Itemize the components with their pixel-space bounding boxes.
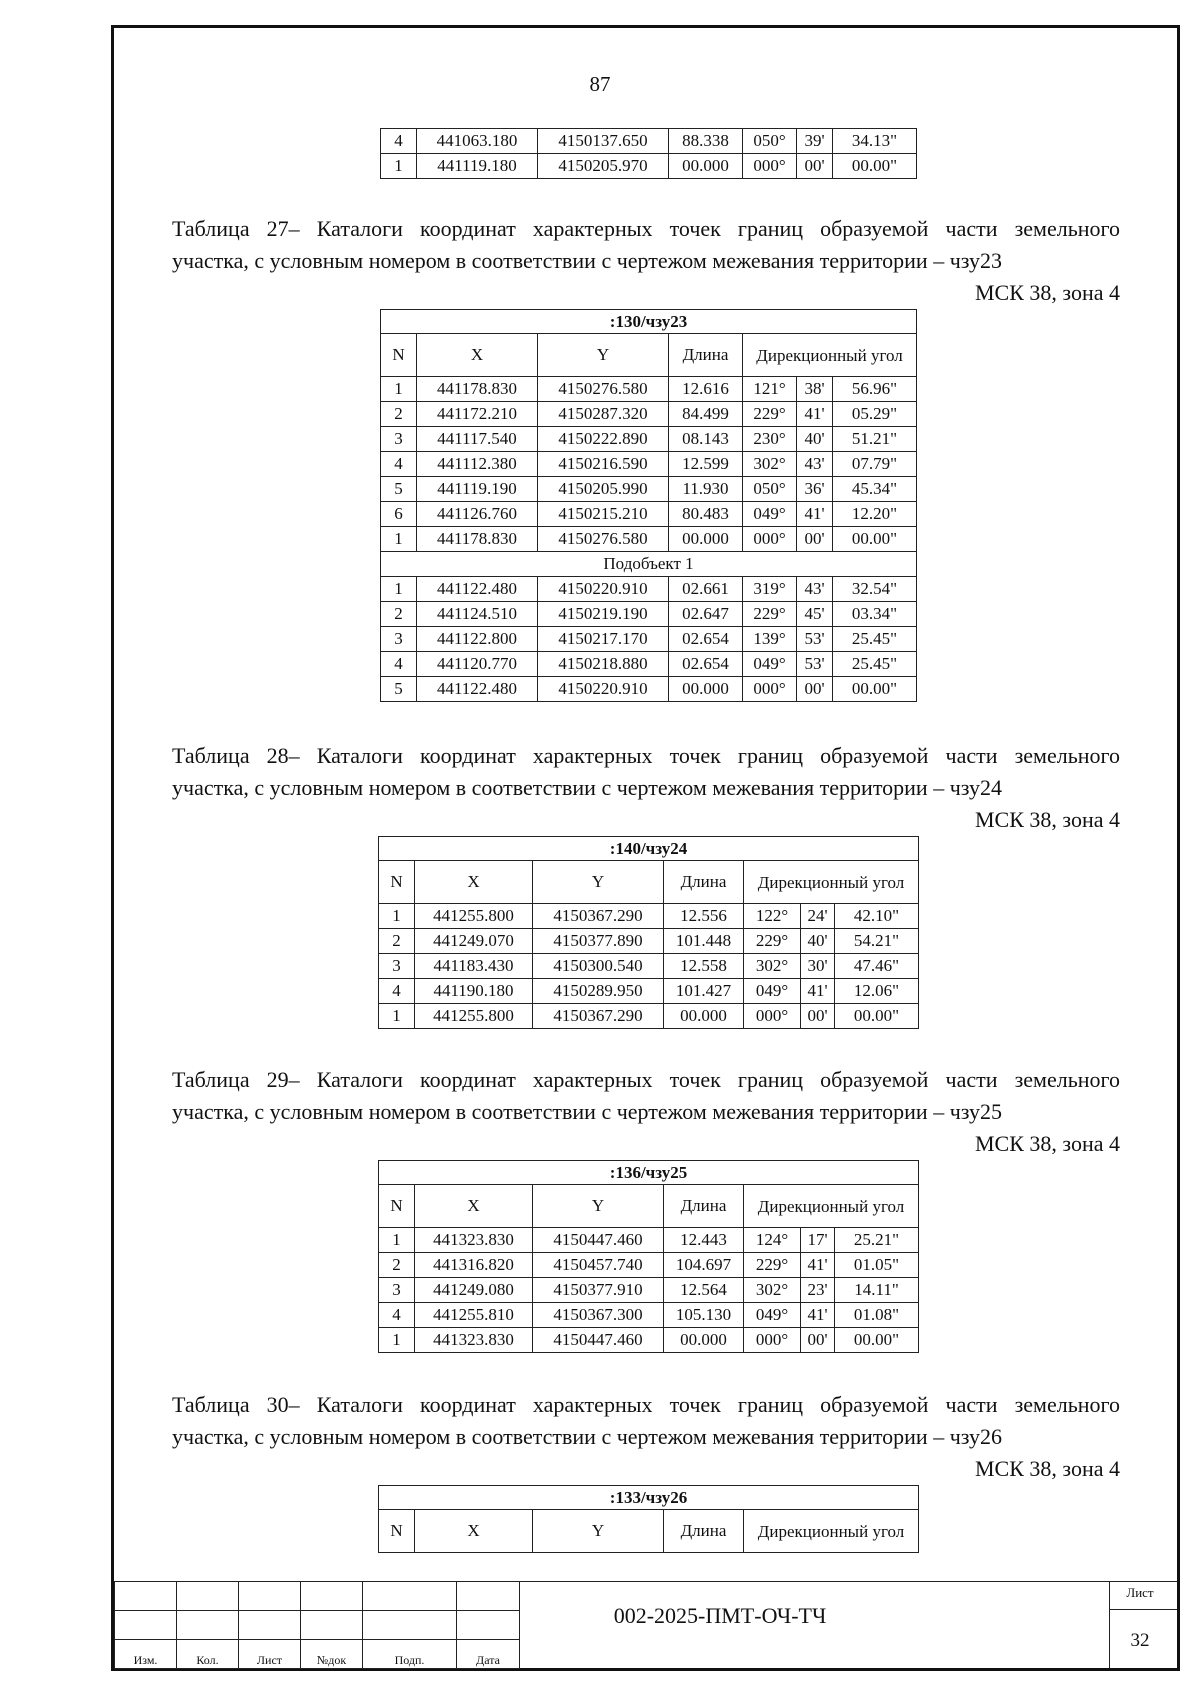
cell-angle-degrees: 049° bbox=[744, 979, 801, 1004]
cell-segment-length: 02.654 bbox=[669, 627, 743, 652]
cell-coord-y: 4150220.910 bbox=[538, 677, 669, 702]
cell-point-number: 1 bbox=[381, 527, 417, 552]
cell-coord-x: 441126.760 bbox=[417, 502, 538, 527]
col-header-x: X bbox=[415, 1185, 533, 1228]
cell-angle-minutes: 45' bbox=[797, 602, 833, 627]
cell-angle-degrees: 122° bbox=[744, 904, 801, 929]
cell-coord-y: 4150205.990 bbox=[538, 477, 669, 502]
cell-coord-x: 441316.820 bbox=[415, 1253, 533, 1278]
cell-angle-minutes: 00' bbox=[801, 1328, 835, 1353]
cell-point-number: 2 bbox=[381, 402, 417, 427]
cell-coord-y: 4150287.320 bbox=[538, 402, 669, 427]
cell-coord-y: 4150276.580 bbox=[538, 377, 669, 402]
cell-coord-y: 4150447.460 bbox=[533, 1228, 664, 1253]
cell-point-number: 1 bbox=[381, 154, 417, 179]
cell-angle-seconds: 45.34" bbox=[833, 477, 917, 502]
cell-point-number: 1 bbox=[381, 577, 417, 602]
cell-coord-x: 441255.800 bbox=[415, 1004, 533, 1029]
col-header-x: X bbox=[415, 861, 533, 904]
cell-coord-x: 441183.430 bbox=[415, 954, 533, 979]
cell-coord-x: 441122.480 bbox=[417, 677, 538, 702]
coordinate-table-29 bbox=[378, 1160, 919, 1353]
table-row bbox=[379, 1253, 919, 1278]
table-row bbox=[381, 427, 917, 452]
cell-angle-degrees: 229° bbox=[743, 602, 797, 627]
col-header-angle: Дирекционный угол bbox=[744, 1185, 919, 1228]
cell-angle-seconds: 34.13" bbox=[833, 129, 917, 154]
cell-point-number: 1 bbox=[381, 377, 417, 402]
cell-angle-minutes: 38' bbox=[797, 377, 833, 402]
cell-coord-x: 441249.080 bbox=[415, 1278, 533, 1303]
sheet-label: Лист bbox=[1126, 1585, 1154, 1600]
cell-segment-length: 00.000 bbox=[669, 154, 743, 179]
col-header-y: Y bbox=[533, 1185, 664, 1228]
stamp-label-sheet: Лист bbox=[239, 1640, 301, 1669]
cell-segment-length: 00.000 bbox=[664, 1004, 744, 1029]
cell-coord-y: 4150276.580 bbox=[538, 527, 669, 552]
table-title: :136/чзу25 bbox=[379, 1161, 919, 1185]
cell-segment-length: 105.130 bbox=[664, 1303, 744, 1328]
cell-point-number: 3 bbox=[379, 1278, 415, 1303]
cell-angle-seconds: 05.29" bbox=[833, 402, 917, 427]
table-row bbox=[379, 1303, 919, 1328]
cell-point-number: 3 bbox=[381, 427, 417, 452]
cell-angle-seconds: 12.20" bbox=[833, 502, 917, 527]
col-header-length: Длина bbox=[664, 1185, 744, 1228]
cell-segment-length: 80.483 bbox=[669, 502, 743, 527]
cell-angle-minutes: 43' bbox=[797, 577, 833, 602]
cell-angle-minutes: 53' bbox=[797, 652, 833, 677]
cell-angle-degrees: 302° bbox=[743, 452, 797, 477]
table-row bbox=[381, 627, 917, 652]
coordinate-table-27 bbox=[380, 309, 917, 702]
cell-angle-degrees: 302° bbox=[744, 1278, 801, 1303]
stamp-label-doc-number: №док bbox=[301, 1640, 363, 1669]
cell-coord-y: 4150367.290 bbox=[533, 1004, 664, 1029]
cell-segment-length: 12.564 bbox=[664, 1278, 744, 1303]
coordinate-table-28 bbox=[378, 836, 919, 1029]
cell-coord-x: 441172.210 bbox=[417, 402, 538, 427]
table-29-caption: Таблица 29– Каталоги координат характерных точек границ образуемой части земельного участка, с условным номером в соответствии с чертежом межевания территории – чзу25 bbox=[172, 1067, 1120, 1124]
table-row bbox=[381, 577, 917, 602]
cell-angle-degrees: 229° bbox=[744, 929, 801, 954]
cell-segment-length: 12.556 bbox=[664, 904, 744, 929]
cell-angle-minutes: 41' bbox=[801, 979, 835, 1004]
cell-coord-y: 4150367.300 bbox=[533, 1303, 664, 1328]
cell-coord-x: 441117.540 bbox=[417, 427, 538, 452]
table-row bbox=[379, 954, 919, 979]
cell-angle-seconds: 00.00" bbox=[833, 154, 917, 179]
col-header-y: Y bbox=[533, 861, 664, 904]
table-row bbox=[381, 652, 917, 677]
col-header-angle: Дирекционный угол bbox=[744, 1510, 919, 1553]
cell-angle-minutes: 00' bbox=[797, 154, 833, 179]
cell-angle-seconds: 56.96" bbox=[833, 377, 917, 402]
cell-segment-length: 08.143 bbox=[669, 427, 743, 452]
cell-angle-minutes: 36' bbox=[797, 477, 833, 502]
cell-coord-y: 4150219.190 bbox=[538, 602, 669, 627]
cell-segment-length: 104.697 bbox=[664, 1253, 744, 1278]
cell-angle-degrees: 121° bbox=[743, 377, 797, 402]
cell-angle-seconds: 00.00" bbox=[833, 527, 917, 552]
cell-angle-degrees: 050° bbox=[743, 129, 797, 154]
cell-coord-y: 4150137.650 bbox=[538, 129, 669, 154]
cell-point-number: 4 bbox=[379, 1303, 415, 1328]
cell-angle-seconds: 47.46" bbox=[835, 954, 919, 979]
col-header-length: Длина bbox=[669, 334, 743, 377]
cell-angle-seconds: 00.00" bbox=[835, 1004, 919, 1029]
table-row bbox=[381, 502, 917, 527]
cell-point-number: 1 bbox=[379, 1004, 415, 1029]
stamp-label-date: Дата bbox=[457, 1640, 520, 1669]
col-header-angle: Дирекционный угол bbox=[744, 861, 919, 904]
cell-point-number: 5 bbox=[381, 477, 417, 502]
cell-angle-minutes: 39' bbox=[797, 129, 833, 154]
table-row bbox=[379, 904, 919, 929]
cell-point-number: 4 bbox=[379, 979, 415, 1004]
cell-angle-minutes: 41' bbox=[797, 402, 833, 427]
cell-point-number: 1 bbox=[379, 1328, 415, 1353]
cell-angle-degrees: 000° bbox=[743, 154, 797, 179]
cell-coord-x: 441178.830 bbox=[417, 527, 538, 552]
cell-coord-y: 4150457.740 bbox=[533, 1253, 664, 1278]
subobject-label: Подобъект 1 bbox=[381, 552, 917, 577]
table-title: :130/чзу23 bbox=[381, 310, 917, 334]
cell-angle-seconds: 54.21" bbox=[835, 929, 919, 954]
cell-segment-length: 12.599 bbox=[669, 452, 743, 477]
cell-coord-y: 4150377.890 bbox=[533, 929, 664, 954]
cell-point-number: 2 bbox=[379, 1253, 415, 1278]
cell-angle-degrees: 319° bbox=[743, 577, 797, 602]
cell-segment-length: 12.558 bbox=[664, 954, 744, 979]
cell-coord-x: 441255.800 bbox=[415, 904, 533, 929]
cell-point-number: 4 bbox=[381, 129, 417, 154]
cell-angle-seconds: 01.08" bbox=[835, 1303, 919, 1328]
table-29-crs: МСК 38, зона 4 bbox=[974, 1131, 1120, 1156]
cell-coord-x: 441112.380 bbox=[417, 452, 538, 477]
table-28-caption: Таблица 28– Каталоги координат характерных точек границ образуемой части земельного участка, с условным номером в соответствии с чертежом межевания территории – чзу24 bbox=[172, 743, 1120, 800]
table-row bbox=[381, 452, 917, 477]
stamp-label-signature: Подп. bbox=[363, 1640, 457, 1669]
stamp-label-count: Кол. bbox=[177, 1640, 239, 1669]
col-header-y: Y bbox=[538, 334, 669, 377]
table-row bbox=[381, 129, 917, 154]
table-row bbox=[381, 377, 917, 402]
cell-segment-length: 02.654 bbox=[669, 652, 743, 677]
table-row bbox=[381, 602, 917, 627]
cell-angle-minutes: 00' bbox=[797, 527, 833, 552]
page-number: 87 bbox=[589, 72, 611, 96]
cell-point-number: 4 bbox=[381, 652, 417, 677]
cell-angle-minutes: 41' bbox=[801, 1303, 835, 1328]
cell-point-number: 2 bbox=[379, 929, 415, 954]
cell-segment-length: 88.338 bbox=[669, 129, 743, 154]
cell-angle-seconds: 07.79" bbox=[833, 452, 917, 477]
cell-coord-y: 4150220.910 bbox=[538, 577, 669, 602]
cell-coord-x: 441323.830 bbox=[415, 1328, 533, 1353]
cell-angle-minutes: 00' bbox=[797, 677, 833, 702]
col-header-n: N bbox=[381, 334, 417, 377]
table-title: :133/чзу26 bbox=[379, 1486, 919, 1510]
cell-coord-y: 4150205.970 bbox=[538, 154, 669, 179]
cell-angle-seconds: 32.54" bbox=[833, 577, 917, 602]
stamp-label-change: Изм. bbox=[115, 1640, 177, 1669]
cell-point-number: 3 bbox=[379, 954, 415, 979]
cell-angle-seconds: 51.21" bbox=[833, 427, 917, 452]
cell-angle-degrees: 229° bbox=[744, 1253, 801, 1278]
table-27-caption: Таблица 27– Каталоги координат характерных точек границ образуемой части земельного участка, с условным номером в соответствии с чертежом межевания территории – чзу23 bbox=[172, 216, 1120, 273]
cell-coord-y: 4150222.890 bbox=[538, 427, 669, 452]
cell-coord-y: 4150215.210 bbox=[538, 502, 669, 527]
title-block bbox=[114, 1581, 1177, 1668]
table-row bbox=[379, 1004, 919, 1029]
cell-coord-y: 4150289.950 bbox=[533, 979, 664, 1004]
cell-coord-y: 4150216.590 bbox=[538, 452, 669, 477]
cell-angle-degrees: 049° bbox=[743, 502, 797, 527]
cell-angle-degrees: 000° bbox=[744, 1328, 801, 1353]
cell-angle-seconds: 42.10" bbox=[835, 904, 919, 929]
table-title: :140/чзу24 bbox=[379, 837, 919, 861]
cell-segment-length: 101.427 bbox=[664, 979, 744, 1004]
cell-coord-x: 441249.070 bbox=[415, 929, 533, 954]
cell-angle-seconds: 14.11" bbox=[835, 1278, 919, 1303]
col-header-x: X bbox=[415, 1510, 533, 1553]
cell-angle-minutes: 41' bbox=[801, 1253, 835, 1278]
table-row bbox=[379, 1278, 919, 1303]
cell-angle-degrees: 049° bbox=[744, 1303, 801, 1328]
sheet-number: 32 bbox=[1130, 1630, 1150, 1651]
table-30-caption: Таблица 30– Каталоги координат характерных точек границ образуемой части земельного участка, с условным номером в соответствии с чертежом межевания территории – чзу26 bbox=[172, 1392, 1120, 1449]
cell-coord-x: 441120.770 bbox=[417, 652, 538, 677]
table-30-crs: МСК 38, зона 4 bbox=[974, 1456, 1120, 1481]
table-row bbox=[381, 402, 917, 427]
cell-segment-length: 00.000 bbox=[669, 677, 743, 702]
cell-angle-minutes: 23' bbox=[801, 1278, 835, 1303]
table-row bbox=[379, 1328, 919, 1353]
table-row bbox=[379, 979, 919, 1004]
cell-coord-y: 4150217.170 bbox=[538, 627, 669, 652]
cell-angle-seconds: 25.21" bbox=[835, 1228, 919, 1253]
coordinate-table-continuation bbox=[380, 128, 917, 179]
cell-point-number: 1 bbox=[379, 904, 415, 929]
cell-coord-x: 441122.800 bbox=[417, 627, 538, 652]
cell-segment-length: 00.000 bbox=[669, 527, 743, 552]
cell-angle-minutes: 43' bbox=[797, 452, 833, 477]
cell-angle-minutes: 24' bbox=[801, 904, 835, 929]
cell-angle-degrees: 000° bbox=[743, 527, 797, 552]
cell-coord-x: 441063.180 bbox=[417, 129, 538, 154]
col-header-x: X bbox=[417, 334, 538, 377]
cell-coord-x: 441119.190 bbox=[417, 477, 538, 502]
cell-coord-x: 441124.510 bbox=[417, 602, 538, 627]
table-row bbox=[381, 677, 917, 702]
cell-angle-minutes: 53' bbox=[797, 627, 833, 652]
cell-coord-x: 441190.180 bbox=[415, 979, 533, 1004]
table-row bbox=[381, 527, 917, 552]
col-header-y: Y bbox=[533, 1510, 664, 1553]
cell-segment-length: 11.930 bbox=[669, 477, 743, 502]
cell-coord-x: 441255.810 bbox=[415, 1303, 533, 1328]
cell-point-number: 2 bbox=[381, 602, 417, 627]
cell-coord-y: 4150300.540 bbox=[533, 954, 664, 979]
cell-segment-length: 12.616 bbox=[669, 377, 743, 402]
cell-coord-x: 441323.830 bbox=[415, 1228, 533, 1253]
cell-coord-y: 4150218.880 bbox=[538, 652, 669, 677]
cell-coord-y: 4150377.910 bbox=[533, 1278, 664, 1303]
cell-angle-minutes: 41' bbox=[797, 502, 833, 527]
cell-coord-x: 441119.180 bbox=[417, 154, 538, 179]
table-row bbox=[379, 929, 919, 954]
cell-coord-y: 4150367.290 bbox=[533, 904, 664, 929]
cell-coord-y: 4150447.460 bbox=[533, 1328, 664, 1353]
col-header-n: N bbox=[379, 861, 415, 904]
cell-point-number: 5 bbox=[381, 677, 417, 702]
document-code: 002-2025-ПМТ-ОЧ-ТЧ bbox=[613, 1603, 827, 1628]
cell-angle-seconds: 03.34" bbox=[833, 602, 917, 627]
table-28-crs: МСК 38, зона 4 bbox=[974, 807, 1120, 832]
cell-segment-length: 00.000 bbox=[664, 1328, 744, 1353]
cell-angle-degrees: 230° bbox=[743, 427, 797, 452]
cell-segment-length: 12.443 bbox=[664, 1228, 744, 1253]
cell-coord-x: 441122.480 bbox=[417, 577, 538, 602]
cell-segment-length: 02.647 bbox=[669, 602, 743, 627]
coordinate-table-30 bbox=[378, 1485, 919, 1553]
cell-angle-seconds: 12.06" bbox=[835, 979, 919, 1004]
col-header-n: N bbox=[379, 1185, 415, 1228]
cell-angle-degrees: 229° bbox=[743, 402, 797, 427]
col-header-length: Длина bbox=[664, 861, 744, 904]
cell-segment-length: 84.499 bbox=[669, 402, 743, 427]
cell-angle-seconds: 25.45" bbox=[833, 652, 917, 677]
cell-angle-degrees: 139° bbox=[743, 627, 797, 652]
cell-angle-minutes: 40' bbox=[801, 929, 835, 954]
cell-point-number: 1 bbox=[379, 1228, 415, 1253]
cell-angle-degrees: 049° bbox=[743, 652, 797, 677]
cell-point-number: 3 bbox=[381, 627, 417, 652]
cell-angle-minutes: 40' bbox=[797, 427, 833, 452]
cell-angle-degrees: 050° bbox=[743, 477, 797, 502]
cell-angle-minutes: 00' bbox=[801, 1004, 835, 1029]
table-27-crs: МСК 38, зона 4 bbox=[974, 280, 1120, 305]
col-header-angle: Дирекционный угол bbox=[743, 334, 917, 377]
revision-grid bbox=[114, 1581, 520, 1669]
cell-angle-seconds: 01.05" bbox=[835, 1253, 919, 1278]
cell-angle-seconds: 00.00" bbox=[833, 677, 917, 702]
cell-point-number: 4 bbox=[381, 452, 417, 477]
cell-angle-minutes: 30' bbox=[801, 954, 835, 979]
cell-angle-seconds: 00.00" bbox=[835, 1328, 919, 1353]
cell-angle-degrees: 124° bbox=[744, 1228, 801, 1253]
col-header-length: Длина bbox=[664, 1510, 744, 1553]
col-header-n: N bbox=[379, 1510, 415, 1553]
table-row bbox=[381, 154, 917, 179]
cell-angle-degrees: 000° bbox=[743, 677, 797, 702]
cell-coord-x: 441178.830 bbox=[417, 377, 538, 402]
cell-segment-length: 02.661 bbox=[669, 577, 743, 602]
table-row bbox=[381, 477, 917, 502]
cell-angle-minutes: 17' bbox=[801, 1228, 835, 1253]
cell-angle-degrees: 302° bbox=[744, 954, 801, 979]
cell-angle-degrees: 000° bbox=[744, 1004, 801, 1029]
cell-angle-seconds: 25.45" bbox=[833, 627, 917, 652]
cell-point-number: 6 bbox=[381, 502, 417, 527]
table-row bbox=[379, 1228, 919, 1253]
cell-segment-length: 101.448 bbox=[664, 929, 744, 954]
